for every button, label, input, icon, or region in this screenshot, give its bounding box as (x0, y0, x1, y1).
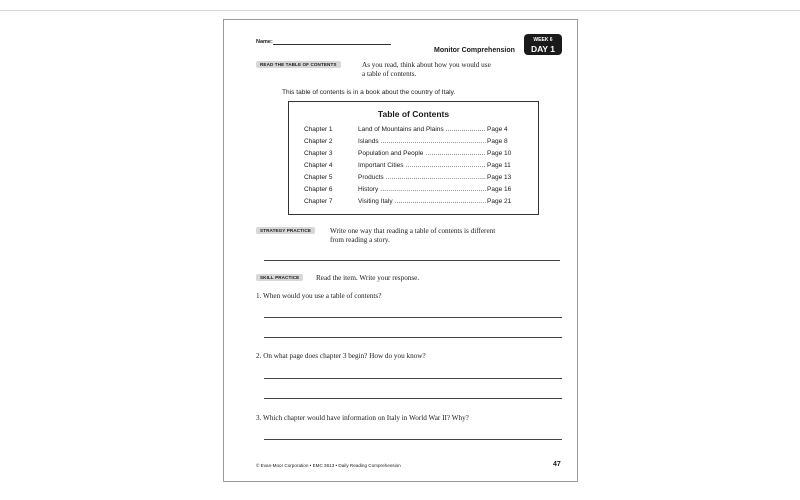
worksheet-page (223, 19, 578, 482)
read-toc-pill: READ THE TABLE OF CONTENTS (256, 61, 341, 68)
toc-chapter-title: Population and People ..... (358, 150, 486, 157)
name-line (273, 44, 391, 45)
toc-chapter: Chapter 2 (304, 138, 333, 145)
week-label: WEEK 6 (533, 37, 553, 43)
answer-line-q1a[interactable] (264, 317, 562, 318)
toc-chapter: Chapter 1 (304, 126, 333, 133)
strategy-practice-pill: STRATEGY PRACTICE (256, 227, 315, 234)
toc-chapter: Chapter 5 (304, 174, 333, 181)
read-instruction-line2: a table of contents. (362, 70, 417, 78)
toc-chapter: Chapter 4 (304, 162, 333, 169)
question-2: 2. On what page does chapter 3 begin? How do you know? (256, 352, 426, 360)
toc-page: Page 13 (487, 174, 512, 181)
toc-chapter-title: Visiting Italy ..... (358, 198, 486, 205)
day-label: DAY 1 (530, 44, 556, 54)
answer-line-q2a[interactable] (264, 378, 562, 379)
toc-chapter: Chapter 6 (304, 186, 333, 193)
answer-line-q1b[interactable] (264, 337, 562, 338)
skill-instruction: Read the item. Write your response. (316, 274, 420, 282)
top-divider (0, 10, 800, 11)
skill-practice-pill: SKILL PRACTICE (256, 274, 303, 281)
answer-line-q2b[interactable] (264, 398, 562, 399)
toc-page: Page 16 (487, 186, 512, 193)
question-3: 3. Which chapter would have information on Italy in World War II? Why? (256, 414, 469, 422)
toc-page: Page 21 (487, 198, 512, 205)
toc-chapter-title: Islands ..... (358, 138, 486, 145)
toc-intro-text: This table of contents is in a book about the country of Italy. (282, 89, 456, 96)
toc-chapter-title: Products ..... (358, 174, 486, 181)
week-day-badge (524, 34, 562, 55)
toc-chapter-title: History ..... (358, 186, 486, 193)
toc-chapter-title: Land of Mountains and Plains ..... (358, 126, 486, 133)
strategy-answer-line[interactable] (264, 260, 560, 261)
toc-chapter: Chapter 3 (304, 150, 333, 157)
toc-row (304, 150, 536, 161)
name-label: Name: (256, 39, 273, 45)
toc-chapter-title: Important Cities ..... (358, 162, 486, 169)
strategy-instruction-line1: Write one way that reading a table of contents is different (330, 227, 496, 235)
toc-page: Page 10 (487, 150, 512, 157)
toc-row (304, 174, 536, 185)
toc-row (304, 186, 536, 197)
toc-chapter: Chapter 7 (304, 198, 333, 205)
toc-row (304, 162, 536, 173)
toc-row (304, 138, 536, 149)
copyright-footer: © Evan-Moor Corporation • EMC 3613 • Daily Reading Comprehension (256, 463, 401, 468)
read-instruction-line1: As you read, think about how you would use (362, 61, 491, 69)
page-number: 47 (553, 461, 561, 468)
strategy-instruction-line2: from reading a story. (330, 236, 390, 244)
toc-page: Page 4 (487, 126, 508, 133)
toc-row (304, 126, 536, 137)
table-of-contents-box (288, 101, 539, 215)
toc-page: Page 8 (487, 138, 508, 145)
toc-page: Page 11 (487, 162, 511, 169)
toc-title: Table of Contents (377, 109, 450, 119)
question-1: 1. When would you use a table of contents? (256, 292, 382, 300)
toc-row (304, 198, 536, 209)
page-title: Monitor Comprehension (434, 47, 515, 54)
answer-line-q3a[interactable] (264, 439, 562, 440)
